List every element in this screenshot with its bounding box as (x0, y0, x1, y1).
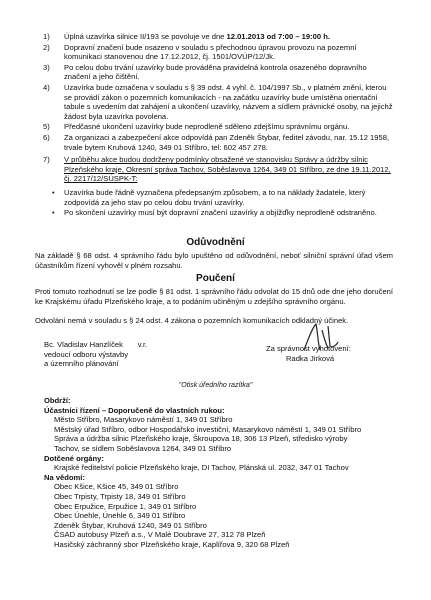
condition-item-7 (43, 155, 393, 184)
condition-number: 4) (43, 82, 50, 92)
verification-name: Radka Jirková (286, 353, 335, 363)
signatory-block (44, 340, 214, 369)
condition-number: 1) (43, 32, 50, 41)
bullet-text: Uzavírka bude řádně vyznačena předepsaným způsobem, a to na náklady žadatele, který zodpovídá za jeho stav po celou dobu trvání uzavírky. (64, 187, 366, 207)
conditions-list (43, 32, 393, 219)
participants-title: Účastníci řízení – Doporučeně do vlastních rukou: (44, 405, 225, 415)
bullet-icon: • (52, 208, 55, 218)
verification-block (266, 330, 406, 363)
condition-number: 3) (43, 62, 50, 72)
participant-item: Městský úřad Stříbro, odbor Hospodářsko investiční, Masarykovo náměstí 1, 349 01 Stříbro (54, 424, 362, 434)
for-information-title: Na vědomí: (44, 472, 85, 482)
information-recipient-item: Obec Erpužice, Erpužice 1, 349 01 Stříbro (54, 501, 197, 511)
condition-item (43, 83, 393, 121)
pouceni-paragraph-2: Odvolání nemá v souladu s § 24 odst. 4 zákona o pozemních komunikacích odkladný účinek. (35, 316, 349, 325)
bullet-text: Po skončení uzavírky musí být dopravní značení uzavírky a objížďky neprodleně odstraněno. (64, 208, 377, 218)
oduvodneni-text: Na základě § 68 odst. 4 správního řádu bylo upuštěno od odůvodnění, neboť silniční správní úřad všem účastníkům řízení vyhověl v plném rozsahu. (35, 251, 393, 270)
signatory-name: Bc. Vladislav Hanzlíček (44, 340, 123, 349)
information-recipient-item: Hasičský záchranný sbor Plzeňského kraje, Kaplířova 9, 320 68 Plzeň (54, 539, 290, 549)
stamp-placeholder: "Otisk úředního razítka" (178, 382, 253, 389)
oduvodneni-heading: Odůvodnění (186, 237, 245, 248)
authorities-title: Dotčené orgány: (44, 453, 104, 463)
signatory-role-2: a územního plánování (44, 359, 119, 369)
recipients-section (44, 396, 404, 550)
condition-date: 12.01.2013 od 7:00 – 19:00 h. (226, 32, 330, 41)
condition-text: Po celou dobu trvání uzavírky bude prováděna pravidelná kontrola osazeného dopravního značení a jeho čištění. (64, 62, 367, 82)
condition-item (43, 133, 393, 152)
pouceni-paragraph-1: Proti tomuto rozhodnutí se lze podle § 81 odst. 1 správního řádu odvolat do 15 dnů ode dne jeho doručení ke Krajskému úřadu Plzeňského kraje, a to podáním učiněným u zdejšího správního orgánu. (35, 287, 393, 306)
authority-item: Krajské ředitelství policie Plzeňského kraje, DI Tachov, Plánská ul. 2032, 347 01 Tachov (54, 463, 349, 473)
participant-item: Město Stříbro, Masarykovo náměstí 1, 349 01 Stříbro (54, 415, 233, 425)
pouceni-heading: Poučení (196, 273, 235, 284)
participant-item: Správa a údržba silnic Plzeňského kraje, Škroupova 18, 306 13 Plzeň, středisko výroby (54, 434, 348, 444)
information-recipient-item: ČSAD autobusy Plzeň a.s., V Malé Doubrave 27, 312 78 Plzeň (54, 530, 266, 540)
signatory-role-1: vedoucí odboru výstavby (44, 349, 129, 359)
condition-text: Uzavírka bude označena v souladu s § 39 odst. 4 vyhl. č. 104/1997 Sb., v platném znění, kterou se provádí zákon o pozemních komunikacích - na začátku uzavírky bude umístěna orientační tabule s uvedením dat zahájení a ukončení uzavírky, názvem a sídlem právnické osoby, na jejichž žádost byla uzavírka povolena. (64, 82, 393, 121)
signatory-vr: v.r. (137, 340, 148, 349)
information-recipient-item: Obec Trpisty, Trpisty 18, 349 01 Stříbro (54, 491, 186, 501)
condition-text: Za organizaci a zabezpečení akce odpovídá pan Zdeněk Štybar, ředitel závodu, nar. 15.12 1958, trvale bytem Kruhová 1240, 349 01 Stříbro, tel: 602 457 278. (64, 132, 390, 152)
condition-text: V průběhu akce budou dodrženy podmínky obsažené ve stanovisku Správy a údržby silnic Plzeňského kraje, Okresní správa Tachov, Soběslavova 1264, 349 01 Stříbro, ze dne 19.11.2012, čj. 2217/12/SÚSPK-T: (64, 155, 391, 184)
information-recipient-item: Zdeněk Štybar, Kruhová 1240, 349 01 Stříbro (54, 520, 207, 530)
bullet-icon: • (52, 187, 55, 197)
condition-item (43, 32, 393, 42)
condition-text: Úplná uzavírka silnice II/193 se povoluje ve dne (64, 32, 227, 41)
condition-bullet (52, 188, 393, 207)
condition-number: 2) (43, 42, 50, 52)
information-recipient-item: Obec Kšice, Kšice 45, 349 01 Stříbro (54, 482, 179, 492)
verification-label: Za správnost vyhotovení: (266, 344, 351, 353)
information-recipient-item: Obec Únehle, Únehle 6, 349 01 Stříbro (54, 511, 186, 521)
condition-item (43, 122, 393, 132)
condition-number: 5) (43, 122, 50, 132)
condition-bullet (52, 208, 393, 218)
condition-number: 6) (43, 132, 50, 142)
recipients-title: Obdrží: (44, 396, 71, 405)
condition-text: Dopravní značení bude osazeno v souladu s přechodnou úpravou provozu na pozemní komunikaci stanovenou dne 17.12.2012, čj. 1501/OVÚP/12/Jk. (64, 42, 357, 62)
condition-text: Předčasné ukončení uzavírky bude neprodleně sděleno zdejšímu správnímu orgánu. (64, 122, 350, 132)
participant-item: Tachov, se sídlem Soběslavova 1264, 349 01 Stříbro (54, 443, 232, 453)
condition-item (43, 63, 393, 82)
condition-item (43, 43, 393, 62)
condition-number: 7) (43, 155, 50, 165)
